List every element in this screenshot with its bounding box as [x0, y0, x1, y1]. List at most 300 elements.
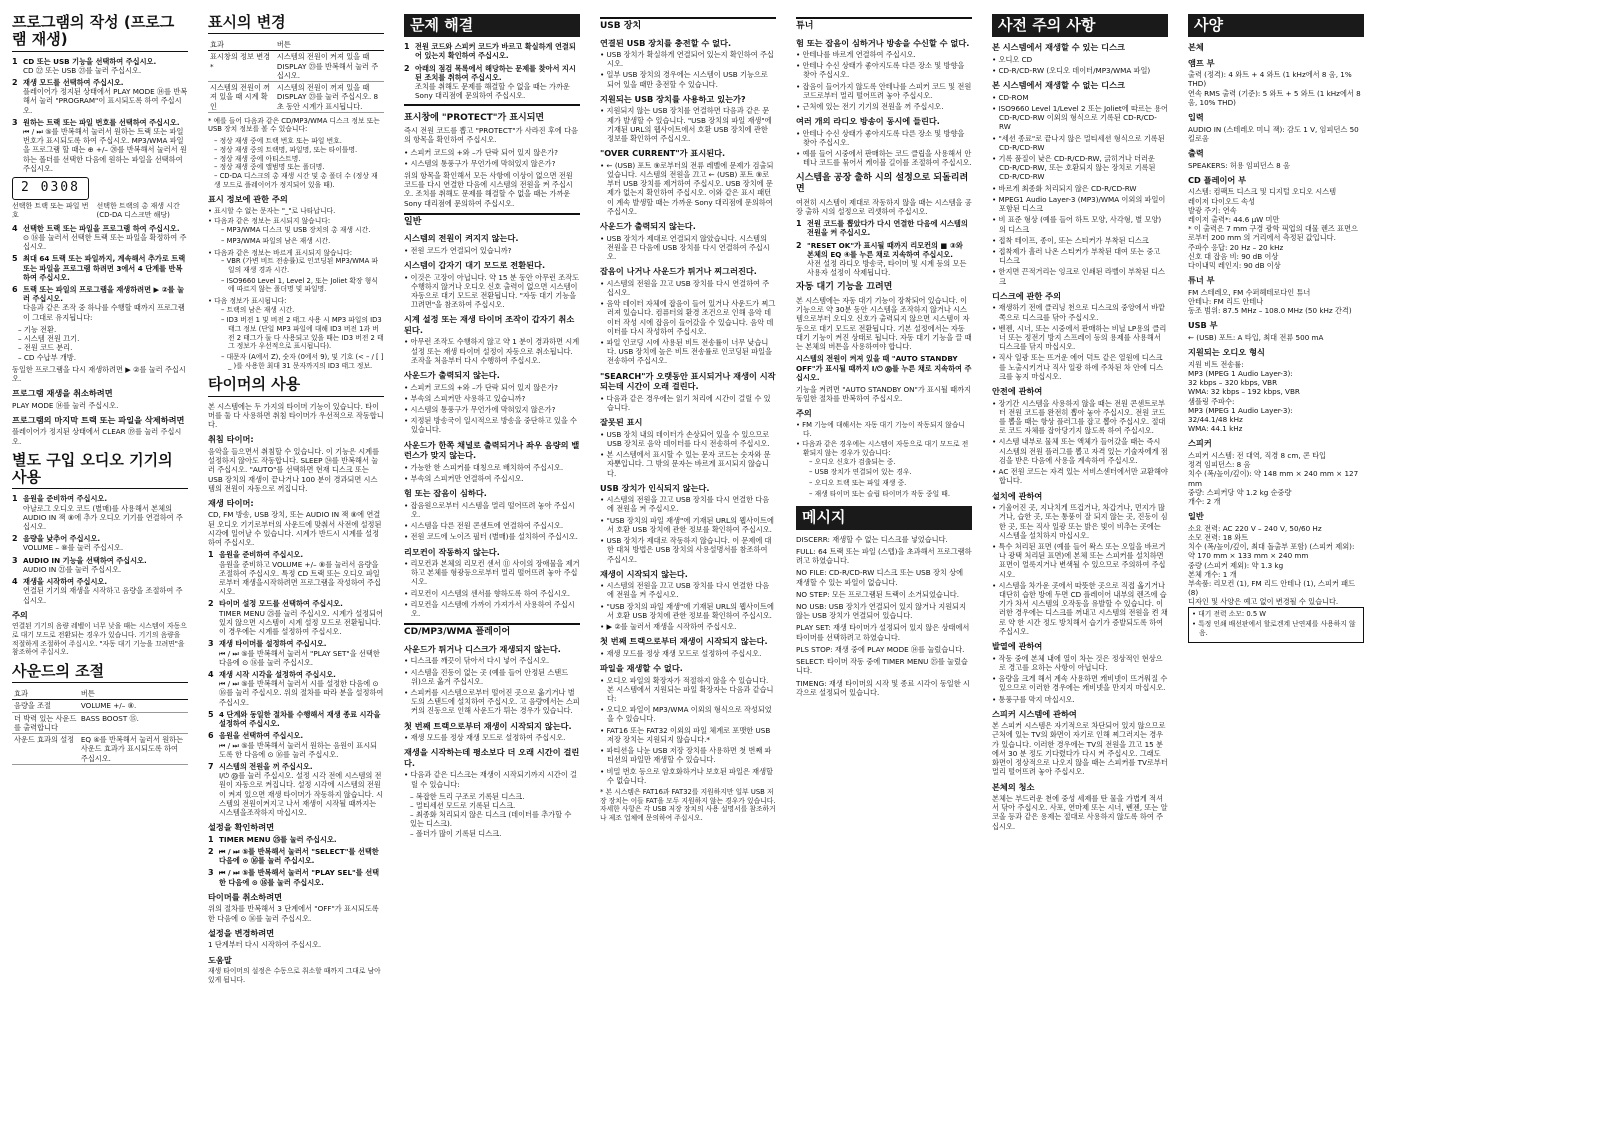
list-item: • USB 장치가 확실하게 연결되어 있는지 확인하여 주십시오.: [600, 50, 776, 68]
section-program-play: [12, 14, 188, 446]
faq-answers: [600, 581, 776, 631]
list-item: • 시스템의 통풍구가 무언가에 막혀있지 않은가?: [404, 405, 580, 414]
section-external-audio: [12, 452, 188, 657]
spec-line: 레이저 출력*: 44.6 μW 미만: [1188, 214, 1280, 224]
spec-line: 시스템: 컴팩트 디스크 및 디지털 오디오 시스템: [1188, 187, 1337, 197]
step-item: [12, 118, 188, 173]
list-item: • 예를 들어 시중에서 판매하는 코드 클립을 사용해서 안테나 코드를 묶어서 케이블 길이를 조절하여 주십시오.: [796, 149, 972, 167]
list-item: • 접착제가 흘러 나온 스티커가 부착된 대여 또는 중고 디스크: [992, 247, 1168, 265]
subheading: 프로그램의 마지막 트랙 또는 파일을 삭제하려면: [12, 414, 185, 425]
disc-ok-list: [992, 55, 1168, 75]
spec-heading: CD 플레이어 부: [1188, 174, 1247, 185]
faq-answers: [404, 559, 580, 618]
spec-heading: 입력: [1188, 112, 1204, 123]
step-title: 재생 모드를 선택하여 주십시오.: [23, 77, 124, 87]
list-item: • 재생 모드를 정상 재생 모드로 설정하여 주십시오.: [600, 649, 776, 658]
subheading: 설정을 변경하려면: [208, 927, 275, 938]
list-item: • USB 장치 내의 데이터가 손상되어 있을 수 있으므로 USB 장치로 음악 데이터를 다시 전송하여 주십시오.: [600, 430, 776, 448]
subheading: 표시 정보에 관한 주의: [208, 194, 288, 205]
step-item: [208, 550, 384, 596]
list-item-text: 다음과 같은 경우에는 시스템이 자동으로 대기 모드로 전환되지 않는 경우가 있습니다:: [802, 440, 969, 457]
step-item: [208, 847, 384, 865]
spec-line: 개수: 2 개: [1188, 496, 1221, 506]
step-number: 6: [12, 284, 18, 294]
subheading: 주의: [12, 609, 28, 620]
message-item: PLS STOP: 재생 중에 PLAY MODE ⑭를 눌렀습니다.: [796, 644, 965, 654]
spec-list: [1188, 42, 1364, 606]
spec-line: 32 kbps – 320 kbps, VBR: [1188, 378, 1278, 388]
paragraph: 위의 항목을 확인해서 모든 사항에 이상이 없으면 전원 코드를 다시 연결한 다음에 시스템의 전원을 켜 주십시오. 조치를 취해도 문제를 해결할 수 없을 때는 가까운 Sony 대리점에 문의하여 주십시오.: [404, 170, 573, 208]
section-timer: [208, 376, 384, 984]
step-title: 최대 64 트랙 또는 파일까지, 계속해서 추가로 트랙 또는 파일을 프로그램 하려면 3에서 4 단계를 반복하여 주십시오.: [23, 254, 186, 282]
table-row: [12, 734, 188, 765]
steps-list: [12, 57, 188, 174]
list-item: • 음량을 크게 해서 계속 사용하면 캐비넷이 뜨거워질 수 있으므로 이러한 경우에는 캐비넷을 만지지 마십시오.: [992, 674, 1168, 692]
list-item: • MPEG1 Audio Layer-3 (MP3)/WMA 이외의 파일이 포함된 디스크: [992, 195, 1168, 213]
step-number: 4: [12, 577, 18, 587]
list-item: – CD 수납부 개방.: [18, 353, 188, 362]
paragraph: 음악을 들으면서 취침할 수 있습니다. 이 기능은 시계를 설정하지 않아도 작동합니다. SLEEP ㉔를 반복해서 눌러 주십시오. "AUTO"를 선택하면 현재 디스크 또는 USB 장치의 재생이 끝나거나 100 분이 경과되면 시스템의 전원이 자동으로 꺼집니다.: [208, 446, 380, 493]
message-list: [796, 535, 972, 697]
step-item: [208, 868, 384, 886]
spec-heading: 일반: [1188, 511, 1204, 522]
spec-line: MP3 (MPEG 1 Audio Layer-3):: [1188, 405, 1293, 415]
faq-answers: [796, 50, 972, 111]
spec-line: 치수 (폭/높이/깊이): 약 148 mm × 240 mm × 127 mm: [1188, 469, 1359, 488]
list-item: • USB 장치가 제대로 작동하지 않습니다. 이 문제에 대한 대처 방법은 USB 장치의 사용설명서를 참조하여 주십시오.: [600, 536, 776, 564]
step-number: 1: [208, 834, 214, 844]
list-item: • 전원 코드에 노이즈 필터 (별매)를 설치하여 주십시오.: [404, 532, 580, 541]
list-item: • 작동 중에 본체 내에 열이 차는 것은 정상적인 현상으로 경고를 요하는 사항이 아닙니다.: [992, 654, 1168, 672]
subheading: 본 시스템에서 재생할 수 있는 디스크: [992, 42, 1125, 53]
list-item: – 복잡한 트리 구조로 기록된 디스크.: [410, 792, 580, 801]
list-item: • 잡음원으로부터 시스템을 멀리 떨어뜨려 놓아 주십시오.: [404, 501, 580, 519]
faq-question: 재생이 시작되지 않는다.: [600, 568, 688, 579]
table-header: 효과: [208, 39, 275, 51]
list-item: – 대문자 (A에서 Z), 숫자 (0에서 9), 및 기호 (< – / [ ] _ )를 사용한 최대 31 문자까지의 ID3 태그 정보.: [221, 353, 384, 370]
list-item: • CD-R/CD-RW (오디오 데이터/MP3/WMA 파일): [992, 66, 1168, 75]
footnote: * 예를 들어 다음과 같은 CD/MP3/WMA 디스크 정보 또는 USB 장치 정보를 볼 수 있습니다:: [208, 116, 380, 134]
step-detail: AUDIO IN ㉑를 눌러 주십시오.: [23, 564, 122, 574]
step-number: 1: [796, 219, 802, 229]
spec-line: 디자인 및 사양은 예고 없이 변경될 수 있습니다.: [1188, 597, 1339, 607]
lcd-readout: 2 0308: [12, 177, 89, 200]
column-2: [208, 12, 384, 1122]
step-title: AUDIO IN 기능을 선택하여 주십시오.: [23, 555, 147, 565]
spec-line: 소모 전력: 18 와트: [1188, 532, 1249, 542]
message-item: SELECT: 타이머 작동 중에 TIMER MENU ㉕를 눌렀습니다.: [796, 657, 968, 676]
step-number: 1: [12, 56, 18, 66]
faq-answers: [404, 246, 580, 255]
table-cell: 시스템의 전원이 꺼져 있을 때 DISPLAY ㉓를 눌러 주십시오. 8초 동안 시계가 표시됩니다.: [275, 82, 384, 113]
step-detail: 아날로그 오디오 코드 (별매)를 사용해서 본체의 AUDIO IN 잭 ⑧에 추가 오디오 기기를 연결하여 주십시오.: [23, 503, 183, 531]
section-title: 문제 해결: [404, 14, 580, 37]
spec-line: 샘플링 주파수:: [1188, 396, 1235, 406]
spec-line: 스피커 시스템: 전 대역, 직경 8 cm, 콘 타입: [1188, 450, 1326, 460]
list-item: • CD-ROM: [992, 93, 1168, 102]
sound-table: [12, 688, 188, 765]
list-item: – CD-DA 디스크의 총 재생 시간 및 총 폴더 수 (정상 재생 모드로 플레이어가 정지되어 있을 때).: [214, 172, 384, 189]
list-item: • 장기간 시스템을 사용하지 않을 때는 전원 콘센트로부터 전원 코드를 완전히 뽑아 놓아 주십시오. 전원 코드를 뽑을 때는 항상 플러그를 잡고 뽑아 주십시오. 절대로 코드 자체를 잡아당기지 않도록 하여 주십시오.: [992, 399, 1168, 436]
step-detail: ⏮ / ⏭ ⑤를 반복해서 눌러서 "PLAY SET"을 선택한 다음에 ⊙ ⑯를 눌러 주십시오.: [219, 648, 380, 667]
subheading: 프로그램 재생을 취소하려면: [12, 388, 113, 399]
step-number: 2: [12, 534, 18, 544]
paragraph: CD, FM 방송, USB 장치, 또는 AUDIO IN 잭 ⑧에 연결된 오디오 기기로부터의 사운드에 맞춰서 사전에 설정된 시각에 일어날 수 있습니다. 시계가 반드시 시계를 설정하여 주십시오.: [208, 510, 382, 548]
subheading: 주의: [796, 408, 812, 419]
faq-question: USB 장치가 인식되지 않는다.: [600, 482, 710, 493]
display-notes: [208, 207, 384, 371]
step-item: [12, 534, 188, 552]
spec-line: 소요 전력: AC 220 V – 240 V, 50/60 Hz: [1188, 523, 1322, 533]
list-item: • 잡음이 들어가지 않도록 안테나를 스피커 코드 및 전원 코드로부터 멀리 떨어뜨려 놓아 주십시오.: [796, 82, 972, 100]
step-title: 재생 타이머를 설정하여 주십시오.: [219, 639, 327, 649]
list-item: • 오디오 파일이 MP3/WMA 이외의 형식으로 작성되었을 수 있습니다.: [600, 705, 776, 723]
faq-question: 첫 번째 트랙으로부터 재생이 시작되지 않는다.: [404, 720, 572, 731]
subheading: CD/MP3/WMA 플레이어: [404, 623, 580, 639]
display-illustration: [12, 177, 188, 200]
caption-right: 선택한 트랙의 총 재생 시간 (CD-DA 디스크만 해당): [96, 201, 180, 219]
step-title: 타이머 설정 모드를 선택하여 주십시오.: [219, 599, 343, 609]
faq-question: 사운드가 한쪽 채널로 출력되거나 좌우 음량의 밸런스가 맞지 않는다.: [404, 439, 580, 461]
list-item: • 통풍구를 막지 마십시오.: [992, 695, 1168, 704]
section-sound-adjust: [12, 663, 188, 765]
slow-list: [410, 792, 580, 838]
steps-list: [796, 219, 972, 277]
list-item: • 기록 품질이 낮은 CD-R/CD-RW, 긁히거나 더러운 CD-R/CD-RW, 또는 호환되지 않는 장치로 기록된 CD-R/CD-RW: [992, 154, 1168, 182]
list-item: • 재생하기 전에 클리닝 천으로 디스크의 중앙에서 바깥 쪽으로 디스크를 닦아 주십시오.: [992, 303, 1168, 321]
faq-answers: [600, 430, 776, 478]
step-number: 2: [12, 77, 18, 87]
list-item: • FM 기능에 대해서는 자동 대기 기능이 작동되지 않습니다.: [796, 421, 972, 438]
list-item: • 리모컨을 시스템에 가까이 가져가서 사용하여 주십시오.: [404, 600, 580, 618]
step-item: [12, 254, 188, 282]
list-item: – 정상 재생 중에 트랙 번호 또는 파일 번호.: [214, 137, 384, 146]
section-display-change: [208, 14, 384, 370]
list-item: [208, 217, 384, 245]
list-item: • "USB 장치의 파일 재생"에 기재된 URL의 웹사이트에서 호환 USB 장치에 관한 정보를 확인하여 주십시오.: [600, 516, 776, 534]
list-item: • 안테나 수신 상태가 좋아지도록 다른 장소 및 방향을 찾아 주십시오.: [796, 61, 972, 79]
subheading: 재생 타이머:: [208, 497, 254, 508]
table-header: 버튼: [275, 39, 384, 51]
faq-answers: [600, 676, 776, 785]
step-detail: CD ㉒ 또는 USB ㉓를 눌러 주십시오.: [23, 65, 142, 75]
step-item: [208, 639, 384, 667]
step-number: 1: [208, 550, 214, 560]
step-title: 음량을 낮추어 주십시오.: [23, 534, 101, 544]
list-item: – 전원 코드 분리.: [18, 343, 188, 352]
list-item: • 바르게 최종화 처리되지 않은 CD-R/CD-RW: [992, 184, 1168, 193]
step-number: 4: [12, 223, 18, 233]
list-item: – 오디오 신호가 검출되는 중.: [809, 458, 972, 467]
step-item: [208, 710, 384, 728]
list-item: • 안테나 수신 상태가 좋아지도록 다른 장소 및 방향을 찾아 주십시오.: [796, 129, 972, 147]
steps-list: [404, 42, 580, 100]
step-item: [208, 731, 384, 759]
paragraph: 여전히 시스템이 제대로 작동하지 않을 때는 시스템을 공장 출하 시의 설정으로 리셋하여 주십시오.: [796, 197, 972, 216]
faq-list: [600, 38, 776, 785]
step-item: [208, 670, 384, 707]
protect-list: [404, 148, 580, 168]
list-item: • 특정 인쇄 배선판에서 할로겐계 난연제를 사용하지 않음.: [1192, 620, 1360, 637]
section-title: 프로그램의 작성 (프로그램 재생): [12, 14, 188, 52]
spec-line: 레이저 다이오드 속성: [1188, 196, 1256, 206]
faq-answers: [796, 129, 972, 168]
spec-line: AUDIO IN (스테레오 미니 잭): 감도 1 V, 임피던스 50 킬로옴: [1188, 124, 1359, 143]
list-item: • 본 시스템에서 표시할 수 있는 문자 코드는 숫자와 문자뿐입니다. 그 밖의 문자는 바르게 표시되지 않습니다.: [600, 450, 776, 478]
spec-heading: 지원되는 오디오 형식: [1188, 347, 1265, 358]
list-item: • "USB 장치의 파일 재생"에 기재된 URL의 웹사이트에서 호환 USB 장치에 관한 정보를 확인하여 주십시오.: [600, 602, 776, 620]
step-detail: ⏮ / ⏭ ⑤를 반복해서 눌러서 원하는 트랙 또는 파일 번호가 표시되도록 하여 주십시오. MP3/WMA 파일을 프로그램 할 때는 ⊕ +/– ⑳를 반복해서 눌러서 원하는 폴더를 선택한 다음에 원하는 파일을 선택하여 주십시오.: [23, 127, 187, 173]
list-item: [208, 297, 384, 371]
list-item: • 지정된 방송국이 일시적으로 방송을 중단하고 있을 수 있습니다.: [404, 416, 580, 434]
column-7: [1188, 12, 1364, 1122]
subheading: 본 시스템에서 재생할 수 없는 디스크: [992, 80, 1125, 91]
step-detail: 플레이어가 정지된 상태에서 PLAY MODE ⑭를 반복해서 눌러 "PROGRAM"이 표시되도록 하여 주십시오.: [23, 87, 188, 115]
spec-line: 동조 범위: 87.5 MHz – 108.0 MHz (50 kHz 간격): [1188, 306, 1352, 316]
step-detail: 다음과 같은 조작 중 하나를 수행할 때까지 프로그램이 그대로 유지됩니다:: [23, 303, 185, 322]
list-item: • 부속의 스피커만 연결하여 주십시오.: [404, 474, 580, 483]
faq-question: 험 또는 잡음이 심하다.: [404, 488, 487, 499]
faq-answers: [404, 337, 580, 365]
subheading: 표시창에 "PROTECT"가 표시되면: [404, 112, 545, 123]
step-title: CD 또는 USB 기능을 선택하여 주십시오.: [23, 56, 157, 66]
column-5: [796, 12, 972, 1122]
faq-question: 첫 번째 트랙으로부터 재생이 시작되지 않는다.: [600, 636, 768, 647]
step-item: [208, 762, 384, 817]
step-number: 5: [208, 709, 214, 719]
table-header: 버튼: [79, 688, 188, 700]
list-item: • 시스템의 전원을 끄고 USB 장치를 다시 연결한 다음에 전원을 켜 주십시오.: [600, 581, 776, 599]
faq-question: 시스템이 갑자기 대기 모드로 전환된다.: [404, 260, 546, 271]
step-item: [208, 599, 384, 636]
faq-question: 연결된 USB 장치를 충전할 수 없다.: [600, 37, 732, 48]
spec-heading: 앰프 부: [1188, 57, 1215, 68]
step-title: 아래의 점검 목록에서 해당하는 문제를 찾아서 지시된 조치를 취하여 주십시오.: [415, 63, 576, 82]
spec-line: 치수 (폭/높이/깊이, 최대 돌출부 포함) (스피커 제외):: [1188, 542, 1355, 552]
section-title: 타이머의 사용: [208, 376, 384, 396]
faq-question: 잘못된 표시: [600, 417, 643, 428]
list-item: – VBR (가변 비트 전송률)로 인코딩된 MP3/WMA 파일의 재생 경과 시간.: [221, 257, 384, 274]
list-item: • 벤젠, 시너, 또는 시중에서 판매하는 비닐 LP용의 클리너 또는 정전기 방지 스프레이 등의 용제를 사용해서 디스크를 닦지 마십시오.: [992, 324, 1168, 352]
footnote-list: [214, 137, 384, 189]
faq-question: 파일을 재생할 수 없다.: [600, 663, 683, 674]
list-item: • 시스템의 통풍구가 무언가에 막혀있지 않은가?: [404, 159, 580, 168]
step-title: 트랙 또는 파일의 프로그램을 재생하려면 ▶ ②를 눌러 주십시오.: [23, 284, 185, 304]
spec-line: 지원 비트 전송률:: [1188, 359, 1244, 369]
faq-answers: [600, 649, 776, 658]
list-item: • 스피커를 시스템으로부터 떨어진 곳으로 옮기거나 별도의 스탠드에 설치하여 주십시오. 고 음량에서는 스피커의 진동으로 인해 사운드가 튀는 경우가 있습니다.: [404, 688, 580, 716]
list-item: – ID3 버전 1 및 버전 2 태그 사용 시 MP3 파일의 ID3 태그 정보 (단일 MP3 파일에 대해 ID3 버전 1과 버전 2 태그가 둘 다 사용되고 있을 때는 ID3 버전 2 태그 정보가 우선적으로 표시됩니다).: [221, 316, 384, 351]
display-table: [208, 39, 384, 113]
step-item: [12, 577, 188, 605]
list-item: • 직사 일광 또는 뜨거운 에어 덕트 같은 열원에 디스크를 노출시키거나 직사 일광 하에 주차된 차 안에 디스크를 놓지 마십시오.: [992, 353, 1168, 381]
faq-answers: [600, 495, 776, 564]
subheading: 설치에 관하여: [992, 490, 1043, 501]
paragraph: PLAY MODE ⑭를 눌러 주십시오.: [12, 400, 119, 410]
list-item: • 일부 USB 장치의 경우에는 시스템이 USB 기능으로 되어 있을 때만 충전할 수 있습니다.: [600, 70, 776, 88]
subheading: 안전에 관하여: [992, 386, 1043, 397]
paragraph: 본 시스템에는 두 가지의 타이머 기능이 있습니다. 타이머를 둘 다 사용하면 취침 타이머가 우선적으로 작동합니다.: [208, 401, 384, 430]
paragraph: 본체는 부드러운 천에 중성 세제를 탄 물을 가볍게 적셔서 닦아 주십시오. 사포, 연마제 또는 시너, 벤젠, 또는 알코올 등과 같은 용제는 절대로 사용하지 않도록 하여 주십시오.: [992, 794, 1168, 831]
faq-question: 재생을 시작하는데 평소보다 더 오래 시간이 걸린다.: [404, 747, 580, 768]
step-detail: ⏮ / ⏭ ⑤를 반복해서 눌러서 원하는 음원이 표시되도록 한 다음에 ⊙ ⑯를 눌러 주십시오.: [219, 740, 378, 759]
step-item: [208, 835, 384, 844]
faq-answers: [404, 383, 580, 435]
paragraph: 시스템의 전원이 켜져 있을 때 "AUTO STANDBY OFF"가 표시될 때까지 I/⏻ ⑲를 누른 채로 지속하여 주십시오.: [796, 354, 972, 382]
message-item: NO FILE: CD-R/CD-RW 디스크 또는 USB 장치 상에 재생할 수 있는 파일이 없습니다.: [796, 568, 964, 587]
column-6: [992, 12, 1168, 1122]
faq-question: "SEARCH"가 오랫동안 표시되거나 재생이 시작되는데 시간이 오래 걸린다.: [600, 370, 776, 392]
step-number: 1: [404, 42, 410, 52]
caption-left: 선택한 트랙 또는 파일 번호: [12, 201, 89, 219]
paragraph: 재생 타이머의 설정은 수동으로 취소할 때까지 그대로 남아있게 됩니다.: [208, 967, 381, 984]
table-row: [12, 712, 188, 733]
section-title: 별도 구입 오디오 기기의 사용: [12, 452, 188, 490]
list-item: • ⇜ (USB) 포트 ⑨로부터의 전류 레벨에 문제가 검출되었습니다. 시스템의 전원을 끄고 ⇜ (USB) 포트 ⑨로부터 USB 장치를 제거하여 주십시오. USB 장치에 문제가 없는지 확인하여 주십시오. 이와 같은 표시 패턴이 계속 발생할 때는 가까운 Sony 대리점에 문의하여 주십시오.: [600, 161, 776, 216]
step-item: [12, 494, 188, 531]
section-title: 사운드의 조절: [12, 663, 188, 683]
list-item-text: 다음 정보가 표시됩니다:: [214, 296, 287, 305]
list-item: • 리모컨과 본체의 리모컨 센서 ⑪ 사이의 장애물을 제거하고 본체를 형광등으로부터 멀리 떨어뜨려 놓아 주십시오.: [404, 559, 580, 587]
faq-answers: [600, 234, 776, 262]
list-item: – 기능 전환.: [18, 325, 188, 334]
spec-line: SPEAKERS: 허용 임피던스 8 옴: [1188, 160, 1290, 170]
step-detail: TIMER MENU ㉕를 눌러 주십시오. 시계가 설정되어 있지 않으면 시스템이 시계 설정 모드로 전환됩니다. 이 경우에는 시계를 설정하여 주십시오.: [219, 608, 384, 637]
spec-heading: 튜너 부: [1188, 275, 1215, 286]
list-item: • 시스템을 다른 전원 콘센트에 연결하여 주십시오.: [404, 521, 580, 530]
install-list: [992, 503, 1168, 636]
spec-line: 다이내믹 레인지: 90 dB 이상: [1188, 261, 1281, 271]
table-cell: BASS BOOST ⑮.: [79, 712, 188, 733]
list-item: • 한지면 끈적거리는 잉크로 인쇄된 라벨이 부착된 디스크: [992, 267, 1168, 285]
section-title: 표시의 변경: [208, 14, 384, 34]
step-detail: I/⏻ ⑲를 눌러 주십시오. 설정 시각 전에 시스템의 전원이 자동으로 켜집니다. 설정 시각에 시스템의 전원이 켜져 있으면 재생 타이머가 작동하지 않습니다. 시스템의 전원이켜지고 나서 재생이 시작될 때까지는 시스템을조작하지 마십시오.: [219, 771, 384, 818]
list-item: • 파티션을 나눈 USB 저장 장치를 사용하면 첫 번째 파티션의 파일만 재생할 수 있습니다.: [600, 746, 776, 764]
faq-answers: [404, 501, 580, 542]
spec-line: 본체 개수: 1 개: [1188, 569, 1237, 579]
faq-question: 리모컨이 작동하지 않는다.: [404, 546, 500, 557]
list-item-text: 다음과 같은 정보는 바르게 표시되지 않습니다:: [214, 248, 353, 257]
step-title: 음원을 준비하여 주십시오.: [23, 494, 108, 504]
step-item: [12, 57, 188, 75]
step-number: 2: [404, 63, 410, 73]
paragraph: 위의 절차를 반복해서 3 단계에서 "OFF"가 표시되도록 한 다음에 ⊙ ⑯를 눌러 주십시오.: [208, 904, 379, 923]
spec-line: FM 스테레오, FM 수퍼헤테로다인 튜너: [1188, 287, 1311, 297]
table-cell: 더 박력 있는 사운드를 출력합니다: [12, 712, 79, 733]
list-item: • 시스템의 전원을 끄고 USB 장치를 다시 연결한 다음에 전원을 켜 주십시오.: [600, 495, 776, 513]
step-title: 재생을 시작하여 주십시오.: [23, 577, 108, 587]
spec-line: 신호 대 잡음 비: 90 dB 이상: [1188, 251, 1279, 261]
list-item: • 부속의 스피커만 사용하고 있습니까?: [404, 394, 580, 403]
step-item: [796, 219, 972, 237]
subheading: 타이머를 취소하려면: [208, 891, 283, 902]
subheading: 디스크에 관한 주의: [992, 290, 1061, 301]
subheading: 취침 타이머:: [208, 434, 254, 445]
list-item: • 다음과 같은 경우에는 읽기 처리에 시간이 걸릴 수 있습니다.: [600, 394, 776, 412]
step-number: 2: [208, 846, 214, 856]
list-item: – ISO9660 Level 1, Level 2, 또는 Joliet 확장 형식에 따르지 않는 폴더명 및 파일명.: [221, 277, 384, 294]
subheading: USB 장치: [600, 17, 776, 33]
list-item: • 재생 모드를 정상 재생 모드로 설정하여 주십시오.: [404, 733, 580, 742]
faq-question: 잡음이 나거나 사운드가 튀거나 찌그러진다.: [600, 266, 757, 277]
list-item: • 가능한 한 스피커를 대칭으로 배치하여 주십시오.: [404, 463, 580, 472]
step-item: [12, 285, 188, 322]
list-item: – 폴더가 많이 기록된 디스크.: [410, 829, 580, 838]
faq-answers: [600, 394, 776, 412]
list-item: • 음악 데이터 자체에 잡음이 들어 있거나 사운드가 찌그러져 있습니다. 컴퓨터의 환경 조건으로 인해 음악 데이터 작성 시에 잡음이 들어갔을 수 있습니다. 음악 데이터를 다시 작성하여 주십시오.: [600, 299, 776, 336]
table-row: [208, 51, 384, 82]
list-item: • 전원 코드가 연결되어 있습니까?: [404, 246, 580, 255]
subheading: 스피커 시스템에 관하여: [992, 708, 1077, 719]
spec-line: 중량 (스피커 제외): 약 1.3 kg: [1188, 560, 1284, 570]
list-item: • 아무런 조작도 수행하지 않고 약 1 분이 경과하면 시계 설정 또는 재생 타이머 설정이 자동으로 취소됩니다. 조작을 처음부터 다시 수행하여 주십시오.: [404, 337, 580, 365]
list-item: • 대기 전력 소모: 0.5 W: [1192, 610, 1360, 619]
step-title: 음원을 선택하여 주십시오.: [219, 731, 304, 741]
list-item: • USB 장치가 제대로 연결되지 않았습니다. 시스템의 전원을 끈 다음에 USB 장치를 다시 연결하여 주십시오.: [600, 234, 776, 262]
column-4: [600, 12, 776, 1122]
step-item: [12, 224, 188, 252]
list-item: – MP3/WMA 디스크 및 USB 장치의 총 재생 시간.: [221, 226, 384, 235]
list-item: • 근처에 있는 전기 기기의 전원을 꺼 주십시오.: [796, 102, 972, 111]
paragraph: 본 스피커 시스템은 자기적으로 차단되어 있지 않으므로 근처에 있는 TV의 화면이 자기로 인해 찌그러지는 경우가 있습니다. 이러한 경우에는 TV의 전원을 끄고 15 분에서 30 분 정도 기다렸다가 다시 켜 주십시오. 그래도 화면이 정상적으로 나오지 않을 때는 스피커를 TV로부터 멀리 떨어뜨려 놓아 주십시오.: [992, 721, 1168, 777]
spec-line: MP3 (MPEG 1 Audio Layer-3):: [1188, 368, 1293, 378]
subheading: 설정을 확인하려면: [208, 822, 275, 833]
faq-question: 사운드가 출력되지 않는다.: [600, 221, 696, 232]
paragraph: 본 시스템에는 자동 대기 기능이 장착되어 있습니다. 이 기능으로 약 30분 동안 시스템을 조작하지 않거나 시스템으로부터 오디오 신호가 출력되지 않으면 시스템이 자동으로 대기 모드로 전환됩니다. 기본 설정에서는 자동 대기 기능이 켜진 상태로 됩니다. 자동 대기 기능을 끌 때는 본체의 버튼을 사용하여야 합니다.: [796, 296, 972, 352]
steps-list: [12, 494, 188, 604]
list-item: • 비밀 번호 등으로 암호화하거나 보호된 파일은 재생할 수 없습니다.: [600, 767, 776, 785]
spec-heading: 스피커: [1188, 438, 1212, 449]
faq-question: 시계 설정 또는 재생 타이머 조작이 갑자기 취소된다.: [404, 314, 575, 335]
step-title: ⏮ / ⏭ ⑤를 반복해서 눌러서 "PLAY SEL"를 선택한 다음에 ⊙ ⑯를 눌러 주십시오.: [219, 868, 380, 887]
spec-line: * 이 출력은 7 mm 구경 광학 픽업의 대물 렌즈 표면으로부터 200 mm 의 거리에서 측정된 값입니다.: [1188, 224, 1358, 243]
steps-list: [208, 835, 384, 887]
section-title: 메시지: [796, 506, 972, 529]
steps-list: [12, 224, 188, 322]
faq-question: 여러 개의 라디오 방송이 동시에 들린다.: [796, 116, 940, 127]
message-item: PLAY SET: 재생 타이머가 설정되어 있지 않은 상태에서 타이머를 선택하려고 하였습니다.: [796, 623, 970, 642]
step-title: 원하는 트랙 또는 파일 번호를 선택하여 주십시오.: [23, 117, 180, 127]
step-number: 3: [12, 555, 18, 565]
column-3: [404, 12, 580, 1122]
step-title: TIMER MENU ㉕를 눌러 주십시오.: [219, 834, 337, 844]
faq-question: 사운드가 튀거나 디스크가 재생되지 않는다.: [404, 643, 561, 654]
table-cell: EQ ④를 반복해서 눌러서 원하는 사운드 효과가 표시되도록 하여 주십시오.: [79, 734, 188, 765]
section-title: 사전 주의 사항: [992, 14, 1168, 37]
list-item: – USB 장치가 연결되어 있는 경우.: [809, 468, 972, 477]
paragraph: 플레이어가 정지된 상태에서 CLEAR ⑲를 눌러 주십시오.: [12, 427, 182, 446]
step-detail: ⏮ / ⏭ ⑤를 반복해서 눌러서 시를 설정한 다음에 ⊙ ⑯를 눌러 주십시오. 위의 절차를 따라 분을 설정하여 주십시오.: [219, 679, 384, 707]
paragraph: 즉시 전원 코드를 뽑고 "PROTECT"가 사라진 후에 다음의 항목을 확인하여 주십시오.: [404, 126, 578, 145]
list-item: – 정상 재생 중에 앨범명 또는 폴더명.: [214, 163, 384, 172]
faq-list: [404, 233, 580, 618]
list-item: • 비 표준 형상 (예를 들어 하트 모양, 사각형, 별 모양)의 디스크: [992, 215, 1168, 233]
list-item: – MP3/WMA 파일의 남은 재생 시간.: [221, 237, 384, 246]
list-item: • 스피커 코드의 +와 –가 단락 되어 있지 않은가?: [404, 383, 580, 392]
step-title: 음원을 준비하여 주십시오.: [219, 550, 304, 560]
care-list: [992, 303, 1168, 381]
faq-question: "OVER CURRENT"가 표시된다.: [600, 148, 726, 159]
subheading: 도움말: [208, 954, 232, 965]
footnote: * 본 시스템은 FAT16과 FAT32를 지원하지만 일부 USB 저장 장치는 이들 FAT을 모두 지원하지 않는 경우가 있습니다. 자세한 사항은 각 USB 저장 장치의 사용 설명서를 참조하거나 제조 업체에 문의하여 주십시오.: [600, 787, 776, 823]
table-cell: 사운드 효과의 설정: [12, 734, 79, 765]
list-item: • FAT16 또는 FAT32 이외의 파일 체계로 포맷한 USB 저장 장치는 지원되지 않습니다.*: [600, 726, 776, 744]
spec-line: 주파수 응답: 20 Hz – 20 kHz: [1188, 242, 1284, 252]
list-item: [208, 249, 384, 294]
protect-box: [404, 104, 580, 208]
spec-line: WMA: 44.1 kHz: [1188, 424, 1243, 434]
step-number: 5: [12, 254, 18, 264]
